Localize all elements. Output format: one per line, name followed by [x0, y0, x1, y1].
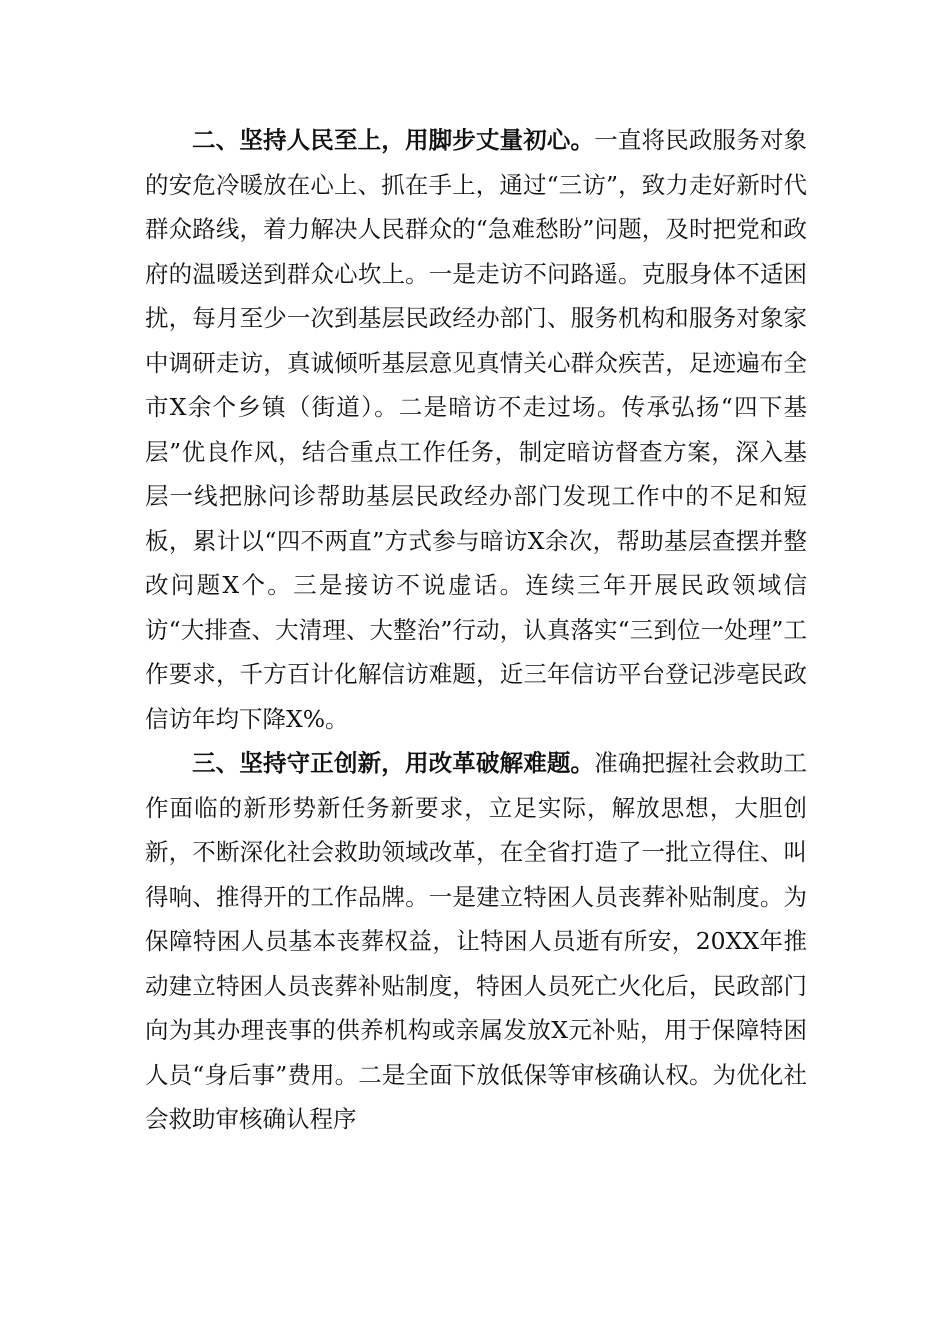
document-body — [145, 118, 807, 1142]
paragraph-innovation — [145, 741, 807, 1142]
paragraph-text: 一直将民政服务对象的安危冷暖放在心上、抓在手上，通过“三访”，致力走好新时代群众路线，着力解决人民群众的“急难愁盼”问题，及时把党和政府的温暖送到群众心坎上。一是走访不问路遥。克服身体不适困扰，每月至少一次到基层民政经办部门、服务机构和服务对象家中调研走访，真诚倾听基层意见真情关心群众疾苦，足迹遍布全市X余个乡镇（街道）。二是暗访不走过场。传承弘扬“四下基层”优良作风，结合重点工作任务，制定暗访督查方案，深入基层一线把脉问诊帮助基层民政经办部门发现工作中的不足和短板，累计以“四不两直”方式参与暗访X余次，帮助基层查摆并整改问题X个。三是接访不说虚话。连续三年开展民政领域信访“大排查、大清理、大整治”行动，认真落实“三到位一处理”工作要求，千方百计化解信访难题，近三年信访平台登记涉亳民政信访年均下降X%。 — [145, 126, 808, 733]
paragraph-people-first — [145, 118, 807, 741]
paragraph-heading: 三、坚持守正创新，用改革破解难题。 — [192, 749, 595, 777]
paragraph-text: 准确把握社会救助工作面临的新形势新任务新要求，立足实际，解放思想，大胆创新，不断深化社会救助领域改革，在全省打造了一批立得住、叫得响、推得开的工作品牌。一是建立特困人员丧葬补贴制度。为保障特困人员基本丧葬权益，让特困人员逝有所安，20XX年推动建立特困人员丧葬补贴制度，特困人员死亡火化后，民政部门向为其办理丧事的供养机构或亲属发放X元补贴，用于保障特困人员“身后事”费用。二是全面下放低保等审核确认权。为优化社会救助审核确认程序 — [145, 749, 808, 1133]
paragraph-heading: 二、坚持人民至上，用脚步丈量初心。 — [192, 126, 595, 154]
